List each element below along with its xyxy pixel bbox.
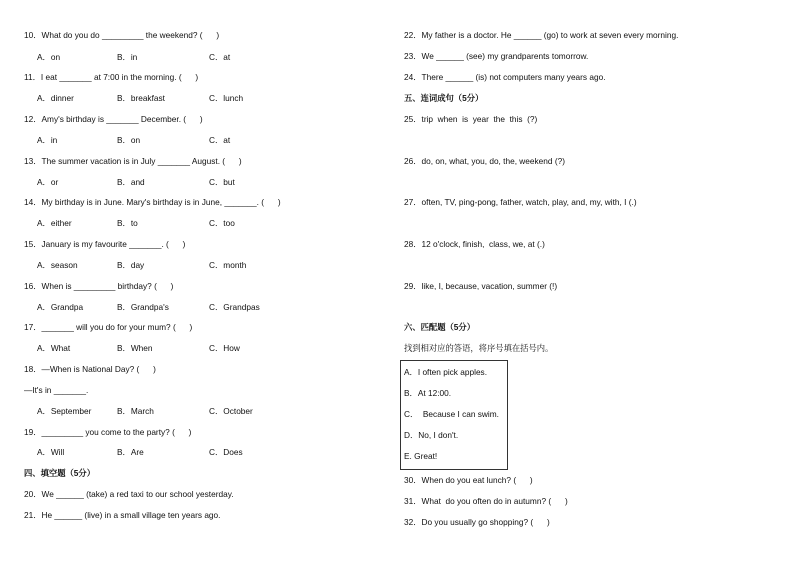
answer-option-d: D．No, I don't. bbox=[404, 430, 459, 440]
option-b[interactable]: B．in bbox=[117, 52, 138, 62]
option-b[interactable]: B．day bbox=[117, 260, 145, 270]
question-25: 25．trip when is year the this (?) bbox=[404, 114, 538, 124]
section-5-heading: 五、连词成句（5分） bbox=[404, 93, 484, 103]
question-17: 17．_______ will you do for your mum? ( ) bbox=[24, 322, 193, 332]
option-c[interactable]: C．Grandpas bbox=[209, 302, 260, 312]
matching-instruction: 找到相对应的答语，将序号填在括号内。 bbox=[404, 343, 554, 353]
question-20: 20．We ______ (take) a red taxi to our school yesterday. bbox=[24, 489, 234, 499]
question-14: 14．My birthday is in June. Mary's birthday is in June, _______. ( ) bbox=[24, 197, 281, 207]
option-c[interactable]: C．too bbox=[209, 218, 235, 228]
option-b[interactable]: B．When bbox=[117, 343, 153, 353]
option-a[interactable]: A．on bbox=[37, 52, 61, 62]
question-12: 12．Amy's birthday is _______ December. ( ) bbox=[24, 114, 203, 124]
answer-option-e: E. Great! bbox=[404, 451, 438, 461]
question-24: 24．There ______ (is) not computers many years ago. bbox=[404, 72, 606, 82]
option-c[interactable]: C．at bbox=[209, 52, 231, 62]
option-a[interactable]: A．What bbox=[37, 343, 71, 353]
question-18-response: —It's in _______. bbox=[24, 385, 89, 395]
question-26: 26．do, on, what, you, do, the, weekend (?) bbox=[404, 156, 565, 166]
option-c[interactable]: C．Does bbox=[209, 447, 243, 457]
option-b[interactable]: B．March bbox=[117, 406, 154, 416]
option-a[interactable]: A．September bbox=[37, 406, 92, 416]
option-c[interactable]: C．at bbox=[209, 135, 231, 145]
question-23: 23．We ______ (see) my grandparents tomorrow. bbox=[404, 51, 589, 61]
question-16: 16．When is _________ birthday? ( ) bbox=[24, 281, 174, 291]
option-b[interactable]: B．Are bbox=[117, 447, 144, 457]
question-32: 32．Do you usually go shopping? ( ) bbox=[404, 517, 550, 527]
question-28: 28．12 o'clock, finish, class, we, at (.) bbox=[404, 239, 545, 249]
question-10: 10．What do you do _________ the weekend? ( ) bbox=[24, 30, 220, 40]
question-31: 31．What do you often do in autumn? ( ) bbox=[404, 496, 568, 506]
option-c[interactable]: C．How bbox=[209, 343, 240, 353]
section-6-heading: 六、匹配题（5分） bbox=[404, 322, 475, 332]
option-a[interactable]: A．or bbox=[37, 177, 59, 187]
question-19: 19．_________ you come to the party? ( ) bbox=[24, 427, 192, 437]
question-11: 11．I eat _______ at 7:00 in the morning. ( ) bbox=[24, 72, 199, 82]
question-18: 18．—When is National Day? ( ) bbox=[24, 364, 156, 374]
question-27: 27．often, TV, ping-pong, father, watch, play, and, my, with, I (.) bbox=[404, 197, 637, 207]
option-b[interactable]: B．breakfast bbox=[117, 93, 165, 103]
question-29: 29．like, I, because, vacation, summer (!) bbox=[404, 281, 558, 291]
option-b[interactable]: B．and bbox=[117, 177, 145, 187]
question-15: 15．January is my favourite _______. ( ) bbox=[24, 239, 186, 249]
section-4-heading: 四、填空题（5分） bbox=[24, 468, 95, 478]
option-a[interactable]: A．either bbox=[37, 218, 72, 228]
option-c[interactable]: C．but bbox=[209, 177, 235, 187]
option-c[interactable]: C．October bbox=[209, 406, 253, 416]
question-21: 21．He ______ (live) in a small village ten years ago. bbox=[24, 510, 221, 520]
answer-option-a: A．I often pick apples. bbox=[404, 367, 488, 377]
option-a[interactable]: A．Will bbox=[37, 447, 65, 457]
answer-option-c: C． Because I can swim. bbox=[404, 409, 499, 419]
option-a[interactable]: A．in bbox=[37, 135, 58, 145]
question-22: 22．My father is a doctor. He ______ (go) to work at seven every morning. bbox=[404, 30, 679, 40]
option-b[interactable]: B．on bbox=[117, 135, 141, 145]
option-c[interactable]: C．month bbox=[209, 260, 247, 270]
option-a[interactable]: A．dinner bbox=[37, 93, 74, 103]
option-a[interactable]: A．Grandpa bbox=[37, 302, 84, 312]
option-c[interactable]: C．lunch bbox=[209, 93, 244, 103]
option-b[interactable]: B．to bbox=[117, 218, 138, 228]
option-a[interactable]: A．season bbox=[37, 260, 78, 270]
answer-option-b: B．At 12:00. bbox=[404, 388, 452, 398]
option-b[interactable]: B．Grandpa's bbox=[117, 302, 169, 312]
question-30: 30．When do you eat lunch? ( ) bbox=[404, 475, 533, 485]
question-13: 13．The summer vacation is in July _______ August. ( ) bbox=[24, 156, 242, 166]
